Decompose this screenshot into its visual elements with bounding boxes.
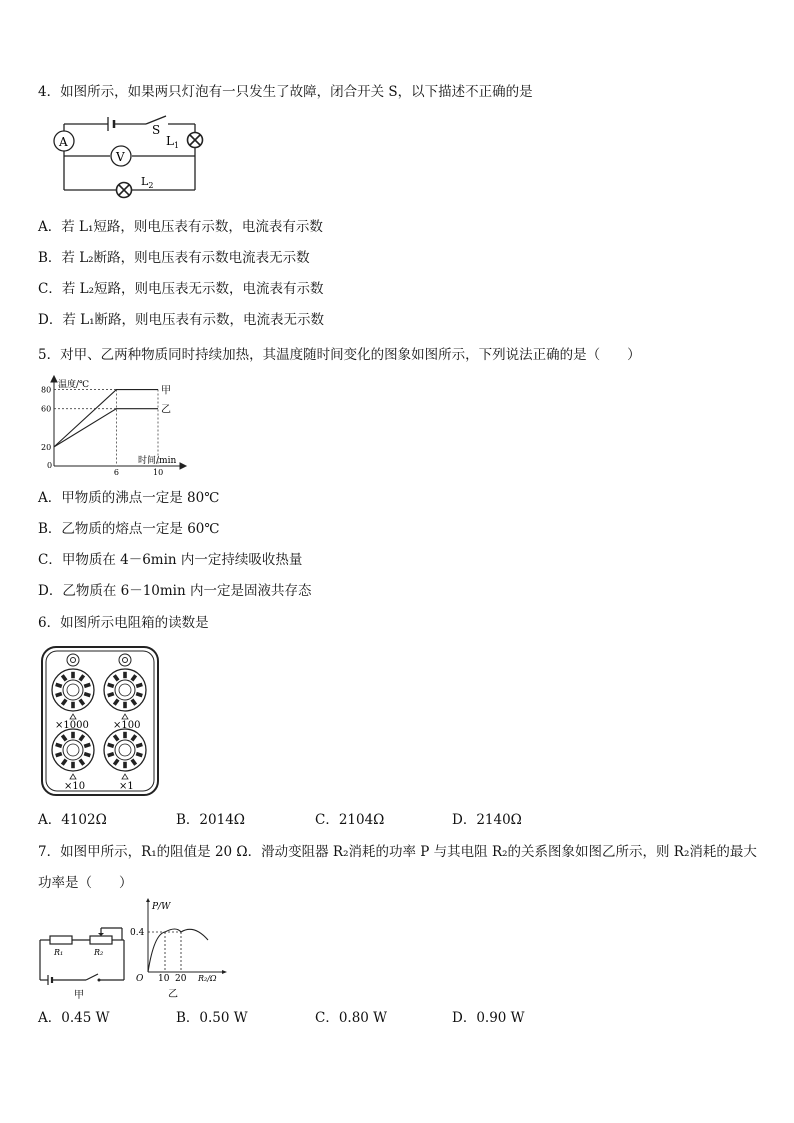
q7-option-a: A．0.45 W bbox=[38, 1010, 110, 1026]
series-line-1 bbox=[54, 409, 158, 447]
q7-circuit-jia bbox=[36, 924, 132, 1004]
q5-option-b: B．乙物质的熔点一定是 60℃ bbox=[38, 521, 220, 537]
y-axis-arrow bbox=[51, 376, 57, 382]
q6-option-d: D．2140Ω bbox=[452, 812, 522, 828]
lamp2-label: L bbox=[141, 175, 149, 188]
q5-option-c: C．甲物质在 4－6min 内一定持续吸收热量 bbox=[38, 552, 303, 568]
q7-power-graph-yi bbox=[132, 898, 228, 1002]
series-label-0: 甲 bbox=[161, 385, 171, 397]
q4-option-b: B．若 L₂断路，则电压表有示数电流表无示数 bbox=[38, 250, 310, 266]
q5-stem: 5．对甲、乙两种物质同时持续加热，其温度随时间变化的图象如图所示，下列说法正确的是（ ） bbox=[38, 347, 641, 363]
q6-option-a: A．4102Ω bbox=[38, 812, 107, 828]
x-axis-arrow bbox=[180, 463, 186, 469]
p-axis-label: P/W bbox=[152, 902, 171, 912]
r-axis-label: R₂/Ω bbox=[198, 974, 217, 983]
q4-option-d: D．若 L₁断路，则电压表有示数，电流表无示数 bbox=[38, 312, 324, 328]
voltmeter-label: V bbox=[116, 150, 125, 164]
y-tick-80: 80 bbox=[41, 385, 52, 395]
q7-option-b: B．0.50 W bbox=[176, 1010, 248, 1026]
lamp1-label: L bbox=[166, 134, 174, 148]
r2-rheostat bbox=[90, 936, 112, 944]
y-tick-20: 20 bbox=[41, 442, 52, 452]
x-tick-10: 10 bbox=[153, 468, 164, 477]
q7-option-c: C．0.80 W bbox=[315, 1010, 388, 1026]
x-tick-6: 6 bbox=[113, 468, 119, 477]
dial-label-100: ×100 bbox=[113, 720, 141, 731]
fig-jia-caption: 甲 bbox=[74, 990, 84, 1001]
r1-resistor bbox=[50, 936, 72, 944]
q6-option-c: C．2104Ω bbox=[315, 812, 385, 828]
switch-label: S bbox=[152, 123, 161, 137]
fig-yi-caption: 乙 bbox=[168, 989, 178, 1000]
q5-option-d: D．乙物质在 6－10min 内一定是固液共存态 bbox=[38, 583, 312, 599]
r2-label: R₂ bbox=[94, 948, 104, 957]
r-tick-20: 20 bbox=[175, 974, 187, 984]
q5-temperature-chart bbox=[30, 376, 190, 476]
r1-label: R₁ bbox=[54, 948, 64, 957]
q7-stem-line2: 功率是（ ） bbox=[38, 875, 133, 891]
q5-option-a: A．甲物质的沸点一定是 80℃ bbox=[38, 490, 220, 506]
x-axis-label: 时间/min bbox=[138, 456, 177, 466]
q6-option-b: B．2014Ω bbox=[176, 812, 245, 828]
svg-text:L1 bbox=[166, 134, 179, 150]
q4-option-a: A．若 L₁短路，则电压表有示数，电流表有示数 bbox=[38, 219, 323, 235]
dial-label-1: ×1 bbox=[119, 781, 134, 792]
resistance-box-figure bbox=[40, 645, 160, 797]
y-axis-label: 温度/℃ bbox=[58, 380, 90, 390]
series-label-1: 乙 bbox=[161, 404, 171, 416]
q4-stem: 4．如图所示，如果两只灯泡有一只发生了故障，闭合开关 S，以下描述不正确的是 bbox=[38, 84, 533, 100]
x-tick-0: 0 bbox=[47, 461, 53, 470]
q6-stem: 6．如图所示电阻箱的读数是 bbox=[38, 615, 209, 631]
lamp2-sub: 2 bbox=[148, 181, 154, 190]
q7-stem-line1: 7．如图甲所示，R₁的阻值是 20 Ω．滑动变阻器 R₂消耗的功率 P 与其电阻 R₂的关系图象如图乙所示，则 R₂消耗的最大 bbox=[38, 844, 757, 860]
origin-label: O bbox=[136, 974, 144, 984]
ammeter-label: A bbox=[59, 135, 68, 149]
y-tick-60: 60 bbox=[41, 404, 52, 414]
lamp1-sub: 1 bbox=[173, 141, 180, 150]
r-tick-10: 10 bbox=[158, 974, 170, 984]
p-tick-04: 0.4 bbox=[130, 928, 145, 938]
q4-option-c: C．若 L₂短路，则电压表无示数，电流表有示数 bbox=[38, 281, 324, 297]
series-line-0 bbox=[54, 390, 158, 447]
q7-option-d: D．0.90 W bbox=[452, 1010, 525, 1026]
dial-label-1000: ×1000 bbox=[55, 720, 89, 731]
svg-text:L2 bbox=[141, 175, 153, 190]
dial-label-10: ×10 bbox=[64, 781, 86, 792]
q4-circuit-diagram bbox=[44, 112, 214, 204]
